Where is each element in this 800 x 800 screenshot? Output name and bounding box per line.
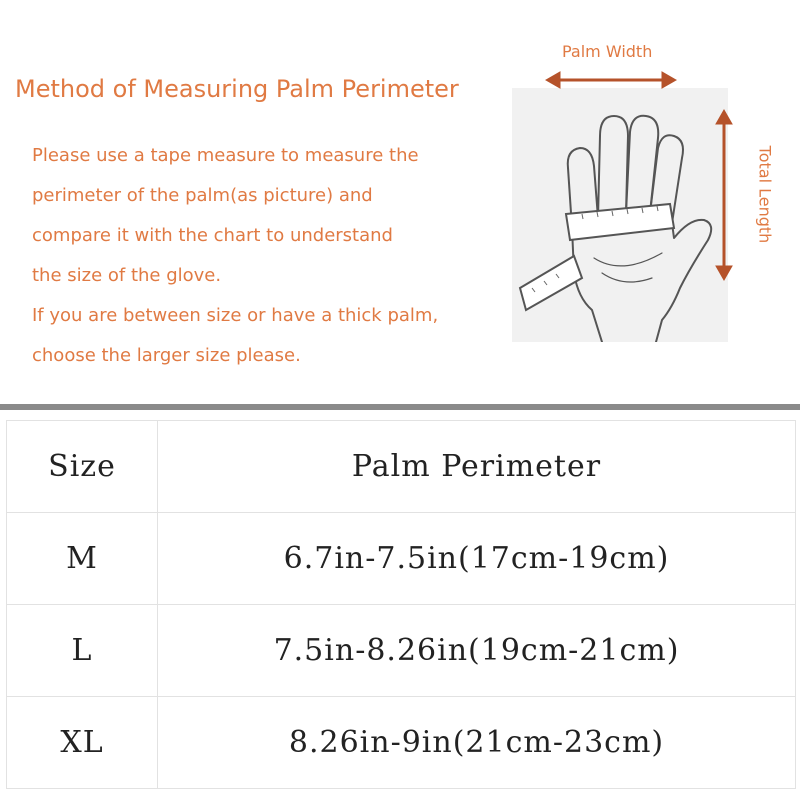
arrow-up-icon bbox=[716, 110, 732, 124]
table-header-cell bbox=[158, 421, 796, 513]
arrow-down-icon bbox=[716, 266, 732, 280]
table-header-cell bbox=[7, 421, 158, 513]
table-cell bbox=[158, 605, 796, 697]
instruction-line: compare it with the chart to understand bbox=[32, 225, 393, 246]
size-table bbox=[6, 420, 796, 789]
table-header-row bbox=[7, 421, 796, 513]
header-size: Size bbox=[48, 449, 116, 484]
instruction-line: perimeter of the palm(as picture) and bbox=[32, 185, 373, 206]
size-value: XL bbox=[60, 725, 104, 760]
instruction-line: If you are between size or have a thick palm, bbox=[32, 305, 439, 326]
instruction-line: the size of the glove. bbox=[32, 265, 222, 286]
header-palm-perimeter: Palm Perimeter bbox=[351, 449, 602, 484]
table-cell bbox=[7, 513, 158, 605]
arrow-left-icon bbox=[546, 72, 560, 88]
size-value: L bbox=[71, 633, 93, 668]
page-title: Method of Measuring Palm Perimeter bbox=[15, 75, 459, 103]
arrow-right-icon bbox=[662, 72, 676, 88]
total-length-label: Total Length bbox=[755, 145, 775, 244]
size-chart bbox=[0, 410, 800, 800]
perimeter-value: 8.26in-9in(21cm-23cm) bbox=[288, 725, 665, 760]
perimeter-value: 7.5in-8.26in(19cm-21cm) bbox=[273, 633, 680, 668]
table-row bbox=[7, 697, 796, 789]
palm-width-label: Palm Width bbox=[562, 42, 653, 61]
table-cell bbox=[158, 513, 796, 605]
table-cell bbox=[7, 697, 158, 789]
table-row bbox=[7, 605, 796, 697]
perimeter-value: 6.7in-7.5in(17cm-19cm) bbox=[283, 541, 670, 576]
size-value: M bbox=[66, 541, 98, 576]
table-cell bbox=[158, 697, 796, 789]
table-row bbox=[7, 513, 796, 605]
table-cell bbox=[7, 605, 158, 697]
instruction-line: Please use a tape measure to measure the bbox=[32, 145, 419, 166]
instruction-line: choose the larger size please. bbox=[32, 345, 301, 366]
